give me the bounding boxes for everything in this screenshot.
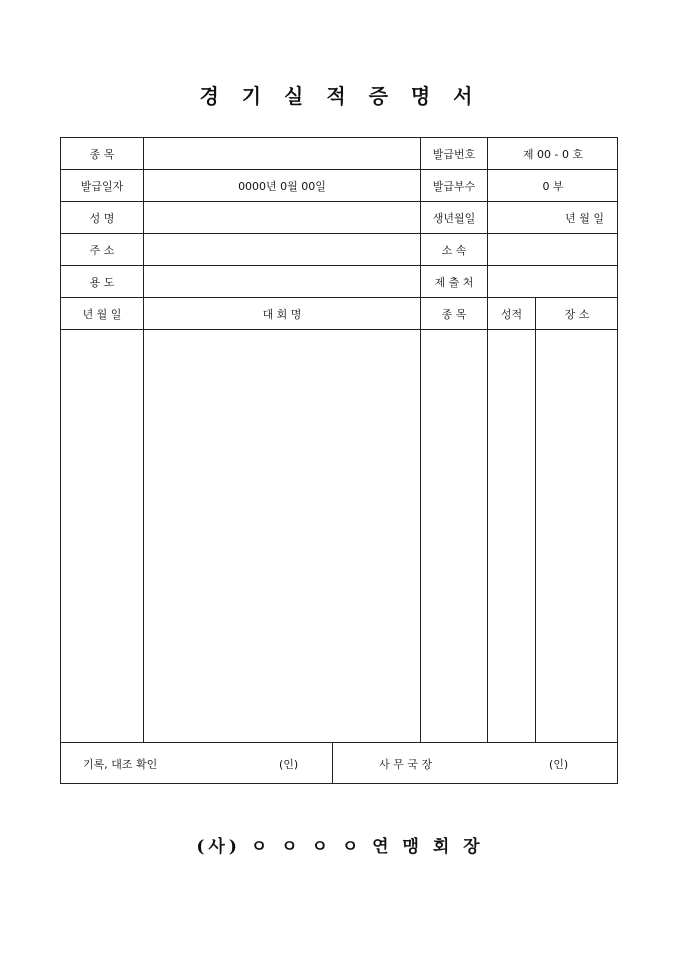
secretary-label: 사 무 국 장 bbox=[379, 757, 432, 771]
record-header-event: 종 목 bbox=[441, 307, 467, 321]
record-table-body bbox=[61, 330, 618, 742]
event-value bbox=[144, 138, 420, 169]
submit-to-value bbox=[488, 266, 618, 297]
record-header-venue: 장 소 bbox=[564, 307, 590, 321]
copies-value: 0 부 bbox=[542, 179, 564, 193]
name-label: 성 명 bbox=[89, 211, 115, 225]
submit-to-label: 제 출 처 bbox=[434, 275, 474, 289]
secretary-seal: (인) bbox=[549, 757, 569, 771]
name-value bbox=[144, 202, 420, 233]
purpose-value bbox=[144, 266, 420, 297]
issue-no-value: 제 00 - 0 호 bbox=[522, 147, 584, 161]
certificate-form bbox=[60, 137, 618, 784]
issue-date-value: 0000년 0월 00일 bbox=[238, 179, 326, 193]
affiliation-label: 소 속 bbox=[441, 243, 467, 257]
address-value bbox=[144, 234, 420, 265]
copies-label: 발급부수 bbox=[432, 179, 476, 193]
issue-no-label: 발급번호 bbox=[432, 147, 476, 161]
issuer-footer: (사) ㅇ ㅇ ㅇ ㅇ 연 맹 회 장 bbox=[196, 837, 484, 857]
record-header-date: 년 월 일 bbox=[82, 307, 122, 321]
verify-seal: (인) bbox=[279, 757, 299, 771]
document-title: 경 기 실 적 증 명 서 bbox=[199, 84, 481, 108]
record-header-competition: 대 회 명 bbox=[262, 307, 302, 321]
birth-value: 년 월 일 bbox=[565, 211, 604, 225]
birth-label: 생년월일 bbox=[432, 211, 476, 225]
verify-label: 기록, 대조 확인 bbox=[83, 757, 158, 771]
record-header-result: 성적 bbox=[500, 307, 523, 321]
purpose-label: 용 도 bbox=[89, 275, 115, 289]
issue-date-label: 발급일자 bbox=[80, 179, 124, 193]
address-label: 주 소 bbox=[89, 243, 115, 257]
col-divider bbox=[332, 742, 333, 784]
event-label: 종 목 bbox=[89, 147, 115, 161]
affiliation-value bbox=[488, 234, 618, 265]
